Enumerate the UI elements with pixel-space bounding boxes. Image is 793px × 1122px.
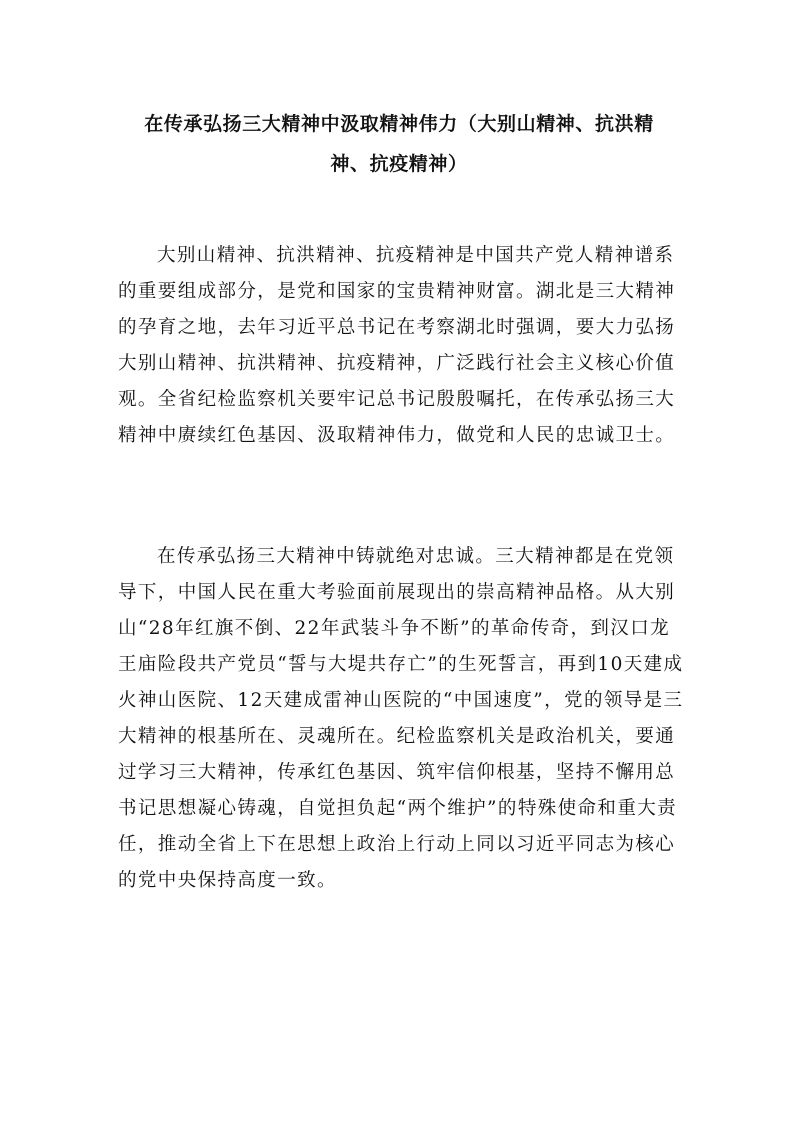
document-title	[118, 104, 680, 184]
document-title-line-2: 神、抗疫精神）	[330, 153, 468, 175]
body-paragraph-1: 大别山精神、抗洪精神、抗疫精神是中国共产党人精神谱系的重要组成部分，是党和国家的宝贵精神财富。湖北是三大精神的孕育之地，去年习近平总书记在考察湖北时强调，要大力弘扬大别山精神、抗洪精神、抗疫精神，广泛践行社会主义核心价值观。全省纪检监察机关要牢记总书记殷殷嘱托，在传承弘扬三大精神中赓续红色基因、汲取精神伟力，做党和人民的忠诚卫士。	[118, 245, 676, 446]
document-title-line-1: 在传承弘扬三大精神中汲取精神伟力（大别山精神、抗洪精	[144, 113, 654, 135]
body-paragraph-2: 在传承弘扬三大精神中铸就绝对忠诚。三大精神都是在党领导下，中国人民在重大考验面前展现出的崇高精神品格。从大别山“28年红旗不倒、22年武装斗争不断”的革命传奇，到汉口龙王庙险段共产党员“誓与大堤共存亡”的生死誓言，再到10天建成火神山医院、12天建成雷神山医院的“中国速度”，党的领导是三大精神的根基所在、灵魂所在。纪检监察机关是政治机关，要通过学习三大精神，传承红色基因、筑牢信仰根基，坚持不懈用总书记思想凝心铸魂，自觉担负起“两个维护”的特殊使命和重大责任，推动全省上下在思想上政治上行动上同以习近平同志为核心的党中央保持高度一致。	[118, 546, 684, 891]
